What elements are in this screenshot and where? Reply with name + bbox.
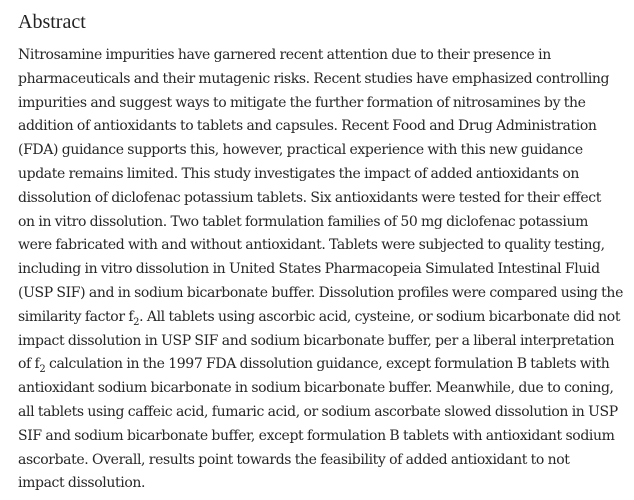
abstract-line: addition of antioxidants to tablets and capsules. Recent Food and Drug Administration (18, 118, 597, 135)
abstract-line: update remains limited. This study investigates the impact of added antioxidants on (18, 165, 580, 182)
abstract-line: were fabricated with and without antioxidant. Tablets were subjected to quality testing, (18, 237, 605, 254)
abstract-line: on in vitro dissolution. Two tablet formulation families of 50 mg diclofenac potassium (18, 213, 588, 230)
abstract-line: Nitrosamine impurities have garnered recent attention due to their presence in (18, 47, 551, 63)
abstract-line: all tablets using caffeic acid, fumaric acid, or sodium ascorbate slowed dissolution in USP (18, 403, 618, 420)
abstract-line: dissolution of diclofenac potassium tablets. Six antioxidants were tested for their effect (18, 189, 601, 206)
abstract-line-part: calculation in the 1997 FDA dissolution guidance, except formulation B tablets with (45, 356, 610, 373)
abstract-line: (FDA) guidance supports this, however, practical experience with this new guidance (18, 142, 583, 159)
abstract-line: impact dissolution in USP SIF and sodium bicarbonate buffer, per a liberal interpretation (18, 332, 615, 349)
abstract-line-part: . All tablets using ascorbic acid, cysteine, or sodium bicarbonate did not (139, 308, 621, 325)
subscript-2: 2 (133, 316, 140, 328)
abstract-line (18, 306, 624, 330)
abstract-line: pharmaceuticals and their mutagenic risks. Recent studies have emphasized controlling (18, 70, 610, 87)
abstract-body (18, 44, 624, 496)
abstract-line-part: similarity factor f (18, 308, 134, 325)
abstract-line: impurities and suggest ways to mitigate the further formation of nitrosamines by the (18, 94, 586, 111)
abstract-heading: Abstract (18, 11, 86, 33)
abstract-section (18, 8, 624, 496)
abstract-line: including in vitro dissolution in United States Pharmacopeia Simulated Intestinal Fluid (18, 261, 600, 278)
abstract-line-part: of f (18, 356, 40, 373)
abstract-line: antioxidant sodium bicarbonate in sodium bicarbonate buffer. Meanwhile, due to coning, (18, 380, 614, 397)
subscript-2: 2 (39, 364, 46, 376)
abstract-line: ascorbate. Overall, results point towards the feasibility of added antioxidant to not (18, 451, 570, 468)
abstract-line: (USP SIF) and in sodium bicarbonate buffer. Dissolution profiles were compared using the (18, 284, 623, 301)
abstract-line: impact dissolution. (18, 475, 146, 492)
abstract-line: SIF and sodium bicarbonate buffer, except formulation B tablets with antioxidant sodium (18, 427, 615, 444)
abstract-line (18, 353, 624, 377)
